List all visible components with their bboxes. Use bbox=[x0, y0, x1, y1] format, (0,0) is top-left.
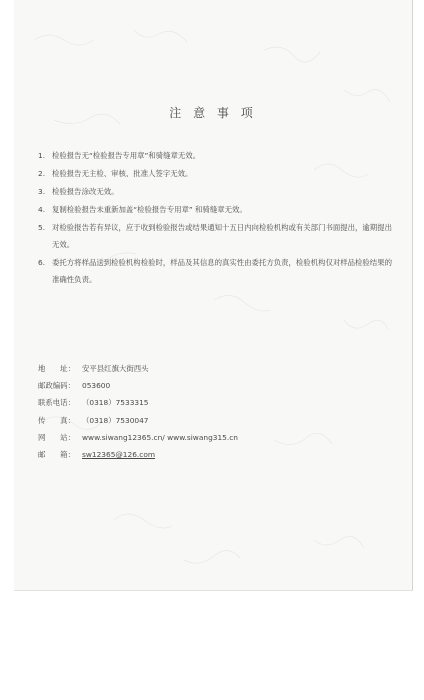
email-label: 邮 箱： bbox=[38, 450, 75, 460]
notice-number: 2. bbox=[38, 169, 46, 178]
website-label: 网 站： bbox=[38, 432, 75, 442]
page-title: 注 意 事 项 bbox=[169, 106, 257, 120]
notice-item bbox=[38, 183, 398, 200]
address-label: 地 址： bbox=[38, 364, 75, 373]
fax-value: （0318）7530047 bbox=[82, 415, 149, 425]
notice-text: 委托方将样品送到检验机构检验时，样品及其信息的真实性由委托方负责，检验机构仅对样品检验结果的准确性负责。 bbox=[52, 258, 392, 284]
fax-label: 传 真： bbox=[38, 415, 75, 425]
website-row bbox=[38, 429, 378, 446]
notice-text: 复制检验报告未重新加盖“检验报告专用章” 和骑缝章无效。 bbox=[52, 205, 247, 214]
paper-texture bbox=[14, 0, 412, 590]
notice-item bbox=[38, 219, 398, 253]
notice-text: 检验报告无主检、审核、批准人签字无效。 bbox=[52, 169, 193, 178]
notice-text: 检验报告涂改无效。 bbox=[52, 187, 119, 196]
fax-row bbox=[38, 412, 378, 429]
phone-row bbox=[38, 394, 378, 411]
email-value[interactable]: sw12365@126.com bbox=[82, 450, 156, 460]
notice-item bbox=[38, 201, 398, 218]
notice-text: 对检验报告若有异议，应于收到检验报告或结果通知十五日内向检验机构或有关部门书面提出，逾期提出无效。 bbox=[52, 223, 392, 249]
notice-item bbox=[38, 254, 398, 288]
email-row bbox=[38, 446, 378, 463]
notice-number: 3. bbox=[38, 187, 46, 196]
phone-value: （0318）7533315 bbox=[82, 398, 149, 408]
postcode-value: 053600 bbox=[82, 381, 111, 391]
contact-info bbox=[38, 360, 378, 463]
website-value: www.siwang12365.cn/ www.siwang315.cn bbox=[82, 432, 238, 442]
postcode-row bbox=[38, 377, 378, 394]
notice-text: 检验报告无“检验报告专用章”和骑缝章无效。 bbox=[52, 151, 201, 160]
notice-number: 6. bbox=[38, 258, 46, 267]
notice-item bbox=[38, 165, 398, 182]
notice-number: 1. bbox=[38, 151, 46, 160]
phone-label: 联系电话： bbox=[38, 398, 75, 408]
postcode-label: 邮政编码： bbox=[38, 381, 75, 391]
notice-number: 5. bbox=[38, 223, 46, 232]
address-row bbox=[38, 360, 378, 377]
notice-item bbox=[38, 147, 398, 164]
address-value: 安平县红旗大街西头 bbox=[82, 364, 149, 373]
notice-list bbox=[38, 147, 398, 289]
notice-number: 4. bbox=[38, 205, 46, 214]
document-page bbox=[14, 0, 413, 591]
